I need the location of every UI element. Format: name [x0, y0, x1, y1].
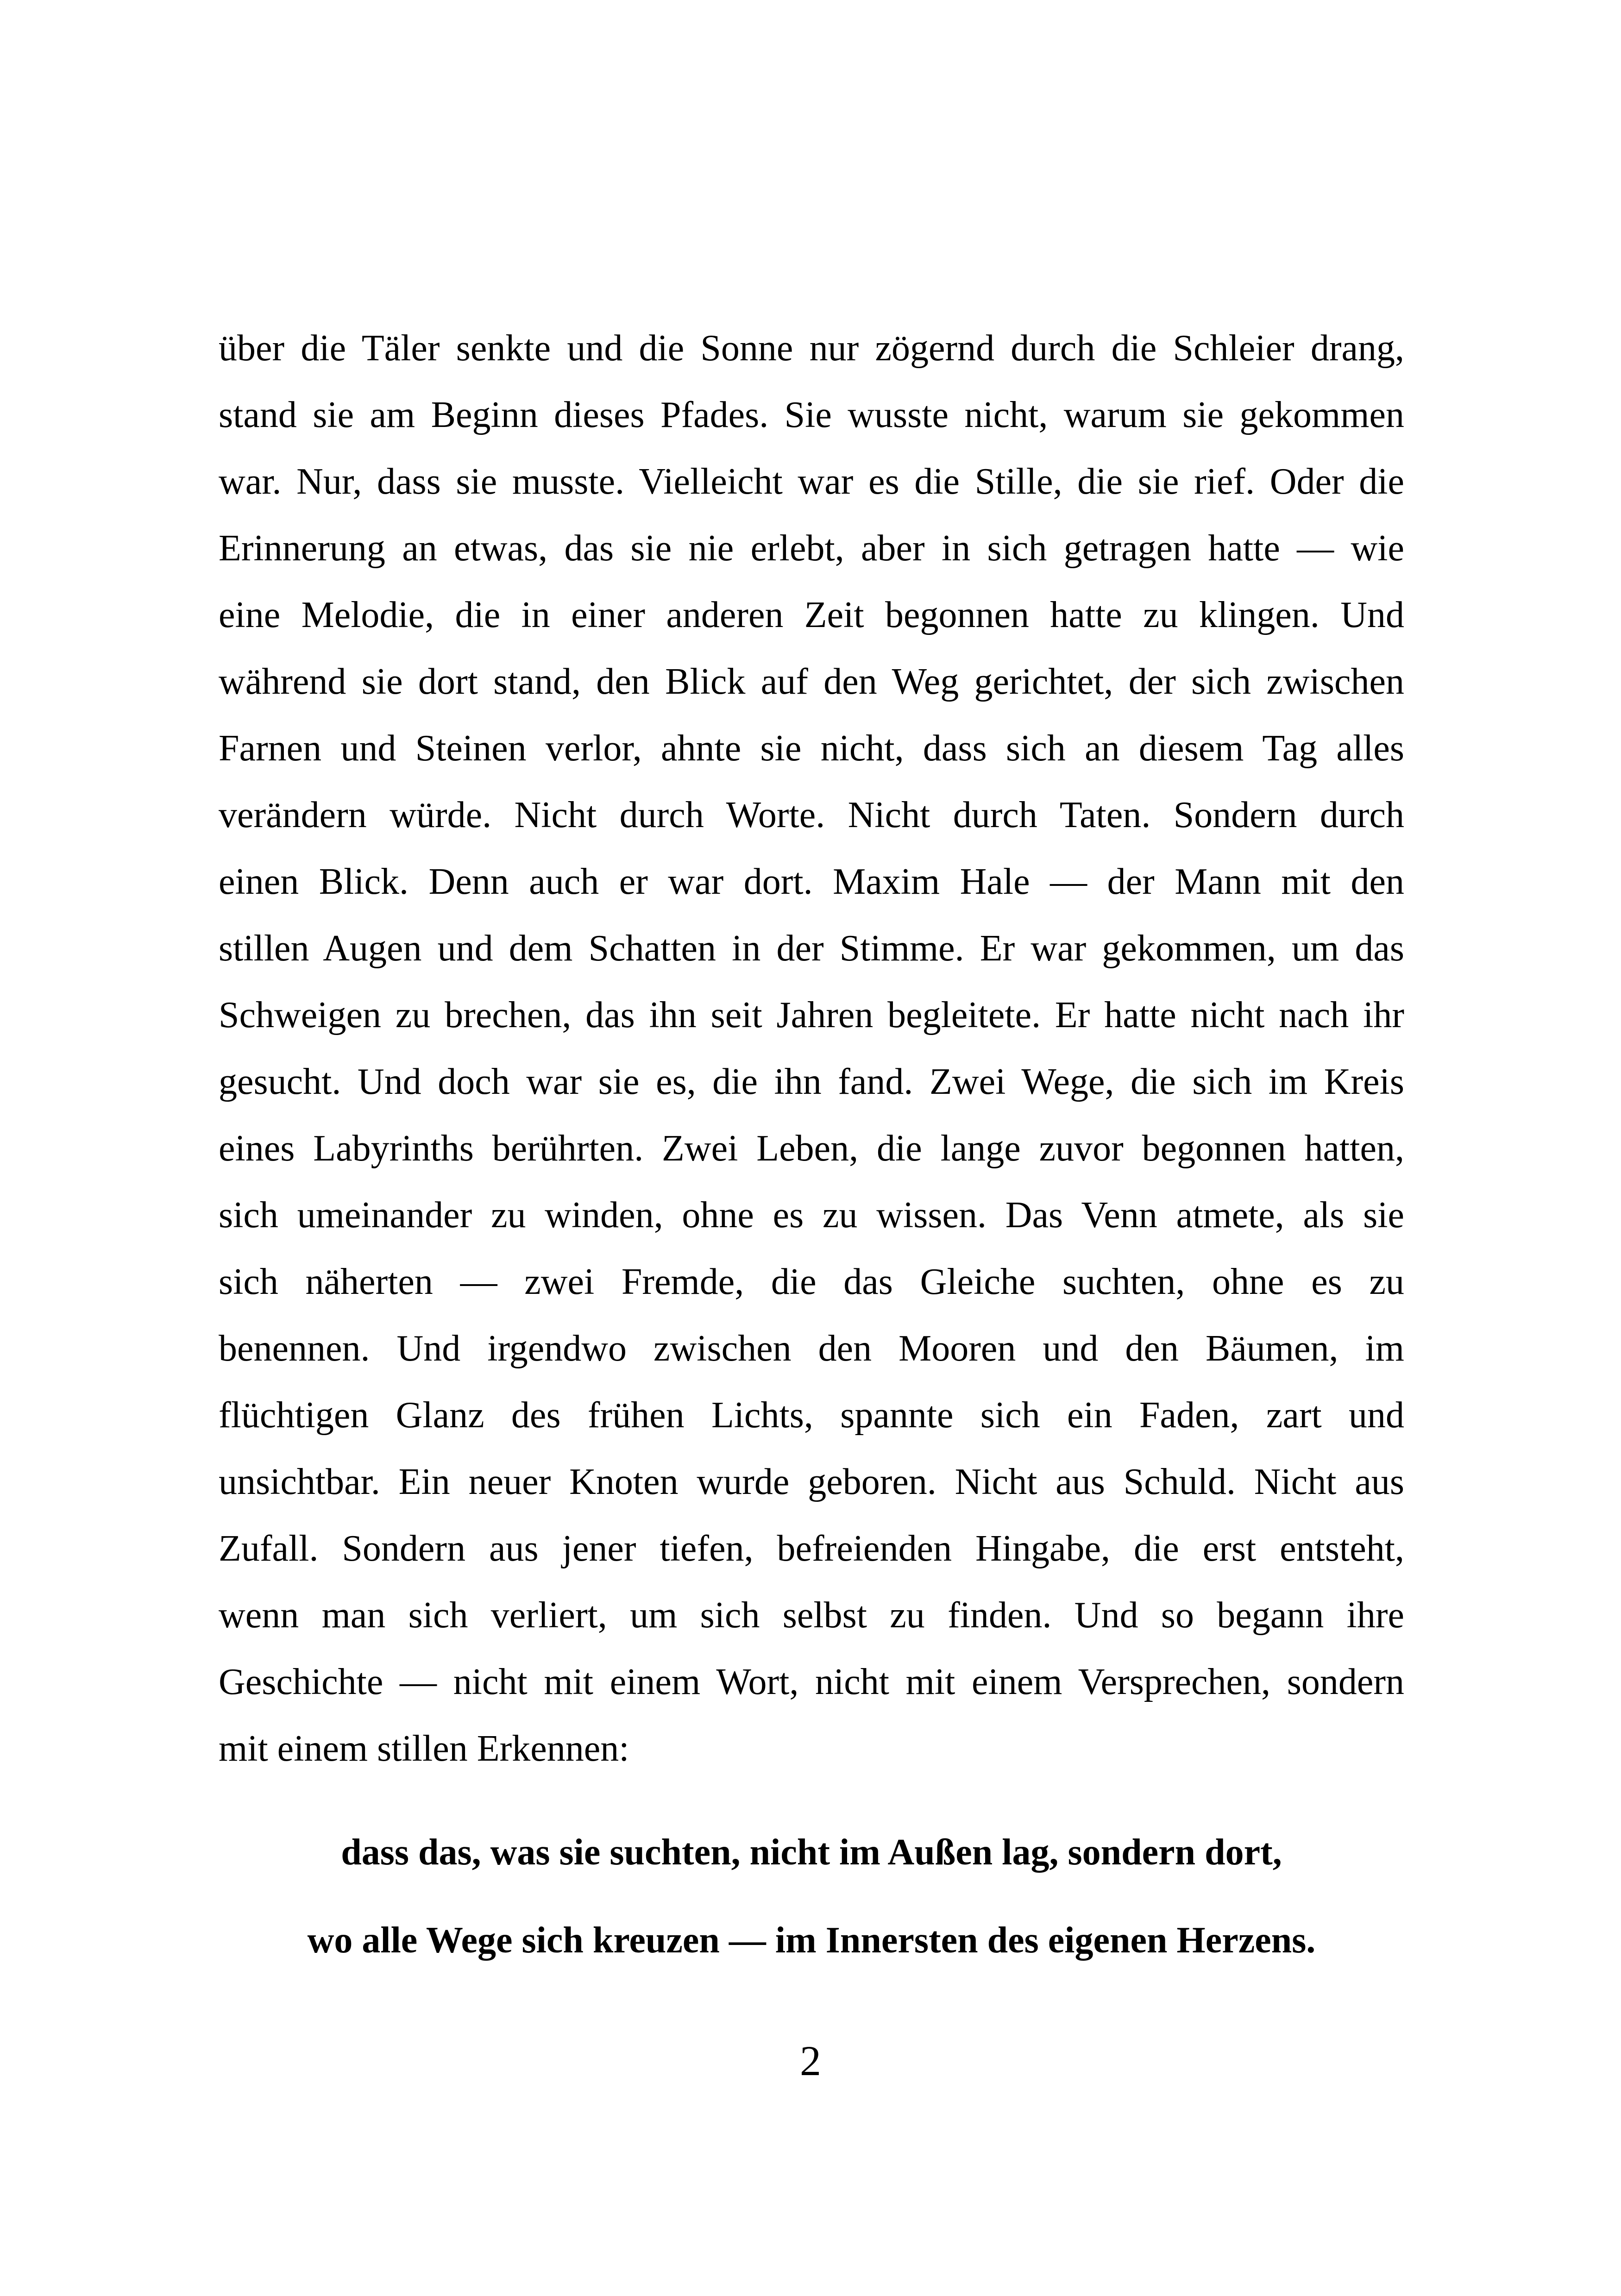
body-line: unsichtbar. Ein neuer Knoten wurde geboren. Nicht aus Schuld. Nicht aus: [219, 1462, 1404, 1502]
body-line: eine Melodie, die in einer anderen Zeit begonnen hatte zu klingen. Und: [219, 595, 1404, 635]
body-line: während sie dort stand, den Blick auf den Weg gerichtet, der sich zwischen: [219, 661, 1404, 702]
body-line: Erinnerung an etwas, das sie nie erlebt, aber in sich getragen hatte — wie: [219, 528, 1404, 569]
emphasized-quote: [219, 1808, 1404, 1984]
body-paragraph: [219, 315, 1404, 1782]
body-line: Geschichte — nicht mit einem Wort, nicht mit einem Versprechen, sondern: [219, 1662, 1404, 1702]
body-line: gesucht. Und doch war sie es, die ihn fand. Zwei Wege, die sich im Kreis: [219, 1061, 1404, 1102]
body-line: Zufall. Sondern aus jener tiefen, befreienden Hingabe, die erst entsteht,: [219, 1528, 1404, 1569]
body-line: Schweigen zu brechen, das ihn seit Jahren begleitete. Er hatte nicht nach ihr: [219, 995, 1404, 1035]
body-line: Farnen und Steinen verlor, ahnte sie nicht, dass sich an diesem Tag alles: [219, 728, 1404, 769]
body-line: benennen. Und irgendwo zwischen den Mooren und den Bäumen, im: [219, 1328, 1404, 1369]
body-line-last: mit einem stillen Erkennen:: [219, 1728, 629, 1769]
body-line: flüchtigen Glanz des frühen Lichts, spannte sich ein Faden, zart und: [219, 1395, 1404, 1436]
page-number: 2: [800, 2037, 821, 2084]
body-line: über die Täler senkte und die Sonne nur zögernd durch die Schleier drang,: [219, 328, 1404, 369]
body-line: verändern würde. Nicht durch Worte. Nicht durch Taten. Sondern durch: [219, 795, 1404, 835]
body-line: einen Blick. Denn auch er war dort. Maxim Hale — der Mann mit den: [219, 861, 1404, 902]
body-line: stillen Augen und dem Schatten in der Stimme. Er war gekommen, um das: [219, 928, 1404, 969]
quote-line: wo alle Wege sich kreuzen — im Innersten des eigenen Herzens.: [307, 1920, 1316, 1961]
body-line: wenn man sich verliert, um sich selbst zu finden. Und so begann ihre: [219, 1595, 1404, 1636]
quote-line: dass das, was sie suchten, nicht im Außen lag, sondern dort,: [341, 1832, 1282, 1873]
body-line: war. Nur, dass sie musste. Vielleicht war es die Stille, die sie rief. Oder die: [219, 461, 1404, 502]
body-line: sich umeinander zu winden, ohne es zu wissen. Das Venn atmete, als sie: [219, 1195, 1404, 1236]
body-line: sich näherten — zwei Fremde, die das Gleiche suchten, ohne es zu: [219, 1261, 1404, 1302]
body-line: stand sie am Beginn dieses Pfades. Sie wusste nicht, warum sie gekommen: [219, 395, 1404, 435]
body-line: eines Labyrinths berührten. Zwei Leben, die lange zuvor begonnen hatten,: [219, 1128, 1404, 1169]
